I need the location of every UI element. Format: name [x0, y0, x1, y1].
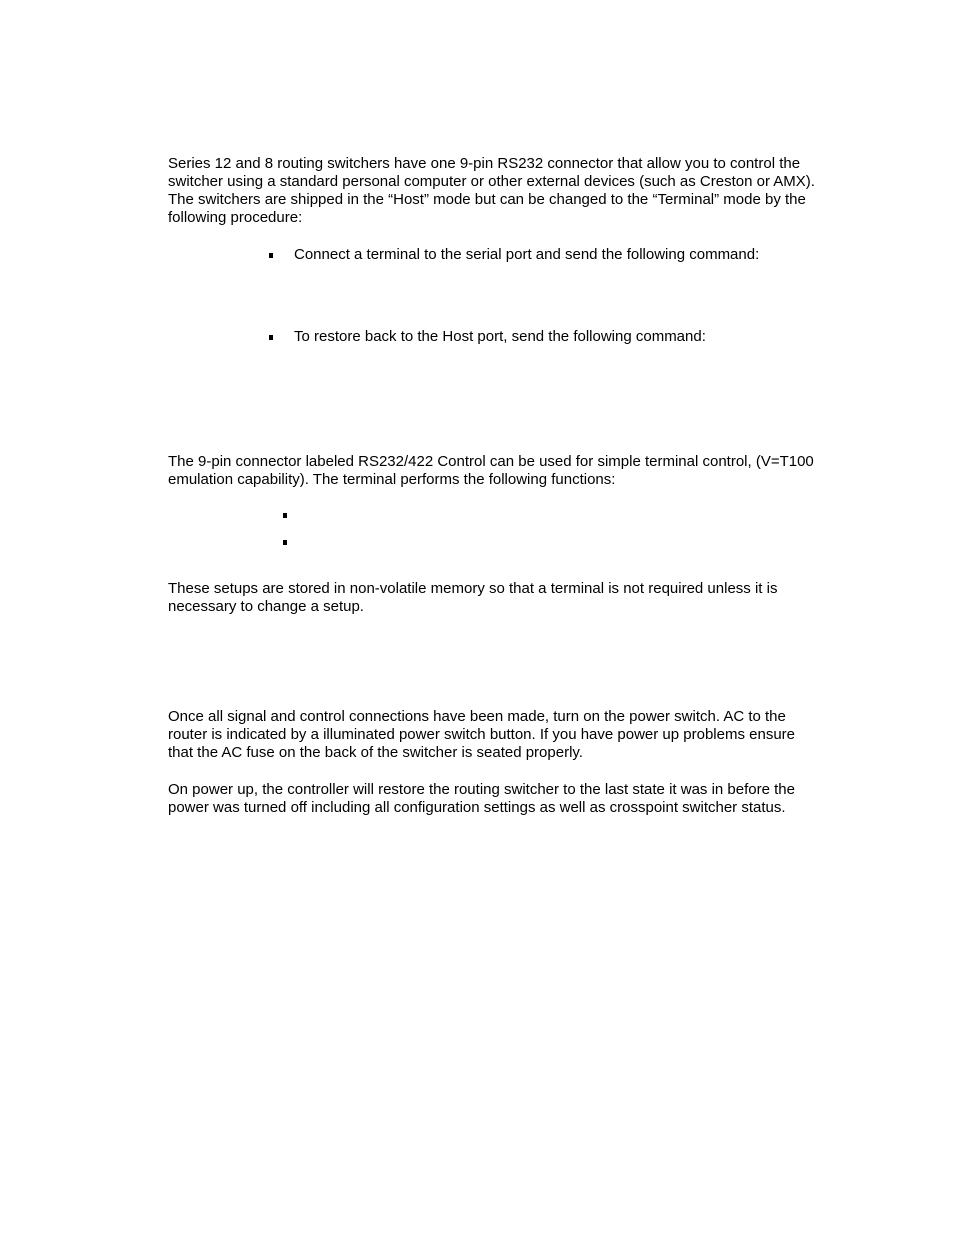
non-volatile-memory-paragraph: These setups are stored in non-volatile memory so that a terminal is not required unless it is necessary to change a setup. [168, 580, 778, 615]
bullet-marker [283, 540, 287, 545]
bullet-marker [283, 513, 287, 518]
step-restore-host-port: To restore back to the Host port, send the following command: [294, 328, 706, 345]
power-on-paragraph: Once all signal and control connections have been made, turn on the power switch. AC to the router is indicated by a illuminated power switch button. If you have power up problems ensure that the AC fuse on the back of the switcher is seated properly. [168, 708, 796, 761]
bullet-marker [269, 335, 273, 340]
host-mode-intro-paragraph: Series 12 and 8 routing switchers have one 9-pin RS232 connector that allow you to control the switcher using a standard personal computer or other external devices (such as Creston or AMX). The switchers are shipped in the “Host” mode but can be changed to the “Terminal” mode by the following procedure: [168, 155, 815, 226]
bullet-marker [269, 253, 273, 258]
terminal-control-intro-paragraph: The 9-pin connector labeled RS232/422 Control can be used for simple terminal control, (V=T100 emulation capability). The terminal performs the following functions: [168, 453, 814, 488]
step-connect-terminal: Connect a terminal to the serial port and send the following command: [294, 246, 760, 263]
power-up-restore-paragraph: On power up, the controller will restore the routing switcher to the last state it was in before the power was turned off including all configuration settings as well as crosspoint switcher status. [168, 781, 795, 816]
